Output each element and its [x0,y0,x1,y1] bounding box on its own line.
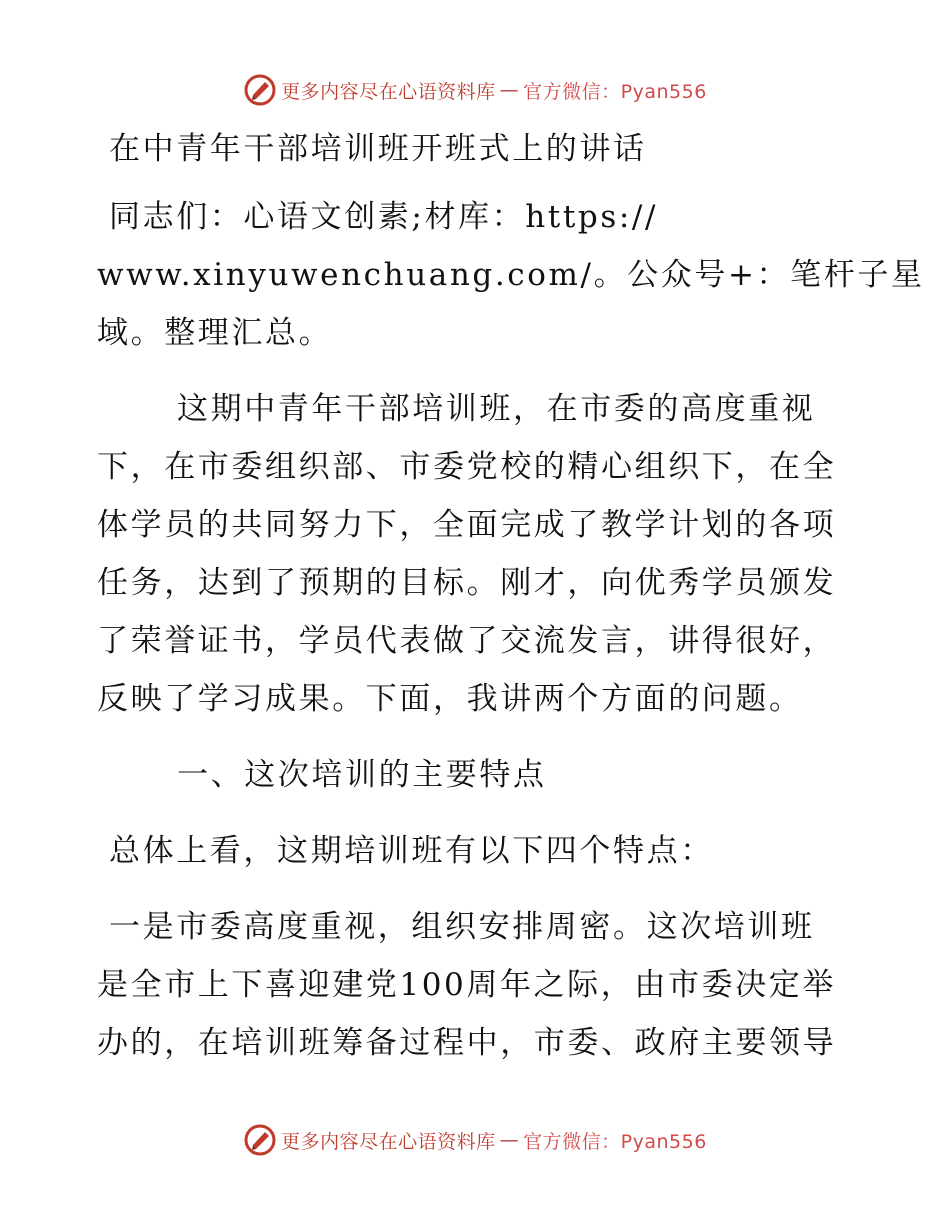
footer-banner [0,1120,950,1160]
document-body [97,120,925,1072]
summary-line: 总体上看，这期培训班有以下四个特点： [109,833,714,869]
paragraph-line: 下，在市委组织部、市委党校的精心组织下，在全 [97,449,837,485]
paragraph-line: 这期中青年干部培训班，在市委的高度重视 [177,391,816,427]
footer-wechat-text: 官方微信：Pyan556 [523,1130,707,1153]
header-brand-text: 更多内容尽在心语资料库 [281,80,496,103]
paragraph-line: 了荣誉证书，学员代表做了交流发言，讲得很好， [97,623,837,659]
paragraph-line: 一是市委高度重视，组织安排周密。这次培训班 [109,909,815,945]
pen-logo-icon [243,1123,277,1157]
salutation-line: www.xinyuwenchuang.com/。公众号+：笔杆子星 [97,257,925,293]
header-banner [0,70,950,110]
footer-separator: — [499,1129,520,1151]
paragraph-line: 反映了学习成果。下面，我讲两个方面的问题。 [97,681,803,717]
footer-brand-text: 更多内容尽在心语资料库 [281,1130,496,1153]
paragraph-line: 任务，达到了预期的目标。刚才，向优秀学员颁发 [97,565,837,601]
salutation-line: 域。整理汇总。 [97,315,333,351]
section-heading: 一、这次培训的主要特点 [177,757,547,793]
header-wechat-text: 官方微信：Pyan556 [523,80,707,103]
header-separator: — [499,79,520,101]
document-title: 在中青年干部培训班开班式上的讲话 [109,131,647,167]
paragraph-line: 体学员的共同努力下，全面完成了教学计划的各项 [97,507,837,543]
paragraph-line: 办的，在培训班筹备过程中，市委、政府主要领导 [97,1025,837,1061]
pen-logo-icon [243,73,277,107]
paragraph-line: 是全市上下喜迎建党100周年之际，由市委决定举 [97,967,836,1003]
salutation-line: 同志们：心语文创素;材库：https:// [109,199,659,235]
